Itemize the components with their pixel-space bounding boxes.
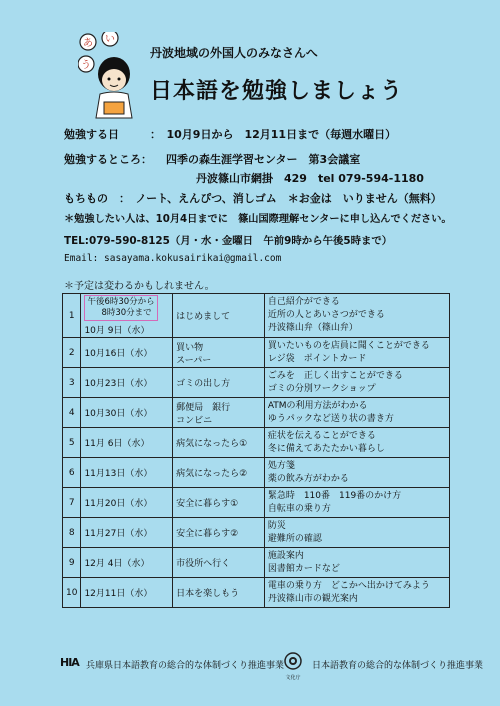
row-date: 11月20日（水）: [81, 488, 173, 518]
content-line: レジ袋 ポイントカード: [267, 353, 367, 364]
content-line: 冬に備えてあたたかい暮らし: [267, 443, 385, 454]
row-date: 10月 9日（水）: [84, 326, 150, 336]
row-date: 11月27日（水）: [81, 518, 173, 548]
row-number: 7: [63, 488, 81, 518]
table-row: [63, 368, 450, 398]
content-line: 施設案内: [267, 550, 304, 561]
row-date: 11月 6日（水）: [81, 428, 173, 458]
row-topic: 日本を楽しもう: [173, 578, 265, 608]
tel-info: TEL:079-590-8125（月・水・金曜日 午前9時から午後5時まで）: [64, 235, 393, 247]
content-line: 症状を伝えることができる: [267, 430, 376, 441]
content-line: 図書館カードなど: [267, 563, 340, 574]
table-row: [63, 518, 450, 548]
row-date-cell: [81, 294, 173, 338]
place-label: 勉強するところ：: [64, 153, 152, 166]
row-date: 10月23日（水）: [81, 368, 173, 398]
row-date: 10月30日（水）: [81, 398, 173, 428]
table-row: [63, 458, 450, 488]
row-topic: はじめまして: [173, 294, 265, 338]
footer-left-text: 兵庫県日本語教育の総合的な体制づくり推進事業: [86, 661, 285, 671]
row-number: 3: [63, 368, 81, 398]
table-row: [63, 338, 450, 368]
table-row: [63, 488, 450, 518]
bunkacho-logo: [283, 652, 303, 681]
row-topic: 病気になったら①: [173, 428, 265, 458]
row-date: 10月16日（水）: [81, 338, 173, 368]
row-topic: ゴミの出し方: [173, 368, 265, 398]
hia-logo: HIA: [60, 656, 79, 669]
row-content: [264, 398, 449, 428]
row-number: 5: [63, 428, 81, 458]
content-line: ゴミの分別ワークショップ: [267, 383, 376, 394]
table-row: [63, 578, 450, 608]
place-value: 四季の森生涯学習センター 第3会議室: [166, 153, 361, 166]
row-number: 6: [63, 458, 81, 488]
table-row: [63, 428, 450, 458]
content-line: 丹波篠山弁（篠山弁）: [267, 323, 358, 333]
row-content: [264, 458, 449, 488]
bunkacho-emblem-icon: [283, 652, 303, 670]
row-content: [264, 518, 449, 548]
row-number: 8: [63, 518, 81, 548]
content-line: ごみを 正しく出すことができる: [267, 370, 403, 381]
row-number: 4: [63, 398, 81, 428]
email-info[interactable]: Email: sasayama.kokusairikai@gmail.com: [64, 253, 282, 264]
mascot-tag-u: う: [81, 60, 91, 71]
date-value: ： 10月9日から 12月11日まで（毎週水曜日）: [150, 128, 397, 141]
row-number: 2: [63, 338, 81, 368]
row-number: 1: [63, 294, 81, 338]
start-time: 午後6時30分から: [87, 297, 155, 307]
bunkacho-caption: 文化庁: [285, 675, 301, 681]
row-topic: 安全に暮らす①: [173, 488, 265, 518]
content-line: 処方箋: [267, 460, 295, 471]
content-line: 買いたいものを店員に聞くことができる: [267, 340, 430, 351]
row-content: [264, 294, 449, 338]
row-topic: 安全に暮らす②: [173, 518, 265, 548]
content-line: 丹波篠山市の観光案内: [267, 593, 358, 604]
table-row: [63, 548, 450, 578]
content-line: 自己紹介ができる: [267, 297, 340, 307]
row-content: [264, 368, 449, 398]
row-date: 12月 4日（水）: [81, 548, 173, 578]
content-line: 緊急時 110番 119番のかけ方: [267, 490, 402, 501]
row-date: 11月13日（水）: [81, 458, 173, 488]
items-to-bring: もちもの ： ノート、えんぴつ、消しゴム ＊お金は いりません（無料）: [64, 192, 442, 205]
schedule-note: ＊予定は変わるかもしれません。: [64, 281, 215, 292]
mascot-illustration: [78, 32, 138, 122]
apply-note: ＊勉強したい人は、10月4日までに 篠山国際理解センターに申し込んでください。: [64, 214, 452, 225]
row-topic: 買い物 スーパー: [173, 338, 265, 368]
schedule-table: [62, 293, 450, 608]
page-title: 日本語を勉強しましょう: [150, 79, 404, 104]
row-number: 9: [63, 548, 81, 578]
row-content: [264, 488, 449, 518]
row-content: [264, 578, 449, 608]
content-line: ATMの利用方法がわかる: [267, 400, 368, 411]
content-line: 近所の人とあいさつができる: [267, 310, 385, 320]
table-row: [63, 294, 450, 338]
row-topic: 病気になったら②: [173, 458, 265, 488]
date-label: 勉強する日: [64, 128, 119, 141]
content-line: ゆうパックなど送り状の書き方: [267, 413, 394, 424]
row-topic: 市役所へ行く: [173, 548, 265, 578]
row-topic: 郵便局 銀行 コンビニ: [173, 398, 265, 428]
address: 丹波篠山市網掛 429 tel 079-594-1180: [196, 172, 424, 185]
table-row: [63, 398, 450, 428]
mascot-tag-a: あ: [83, 38, 93, 49]
content-line: 電車の乗り方 どこかへ出かけてみよう: [267, 580, 430, 591]
row-content: [264, 338, 449, 368]
content-line: 避難所の確認: [267, 533, 322, 544]
subtitle: 丹波地域の外国人のみなさんへ: [150, 46, 318, 60]
row-content: [264, 428, 449, 458]
content-line: 薬の飲み方がわかる: [267, 473, 349, 484]
row-content: [264, 548, 449, 578]
content-line: 防災: [267, 520, 286, 531]
row-date: 12月11日（水）: [81, 578, 173, 608]
content-line: 自転車の乗り方: [267, 503, 331, 514]
row-number: 10: [63, 578, 81, 608]
mascot-tag-i: い: [105, 34, 115, 45]
time-box: [84, 295, 157, 321]
footer-right-text: 日本語教育の総合的な体制づくり推進事業: [312, 661, 484, 671]
end-time: 8時30分まで: [101, 308, 152, 318]
